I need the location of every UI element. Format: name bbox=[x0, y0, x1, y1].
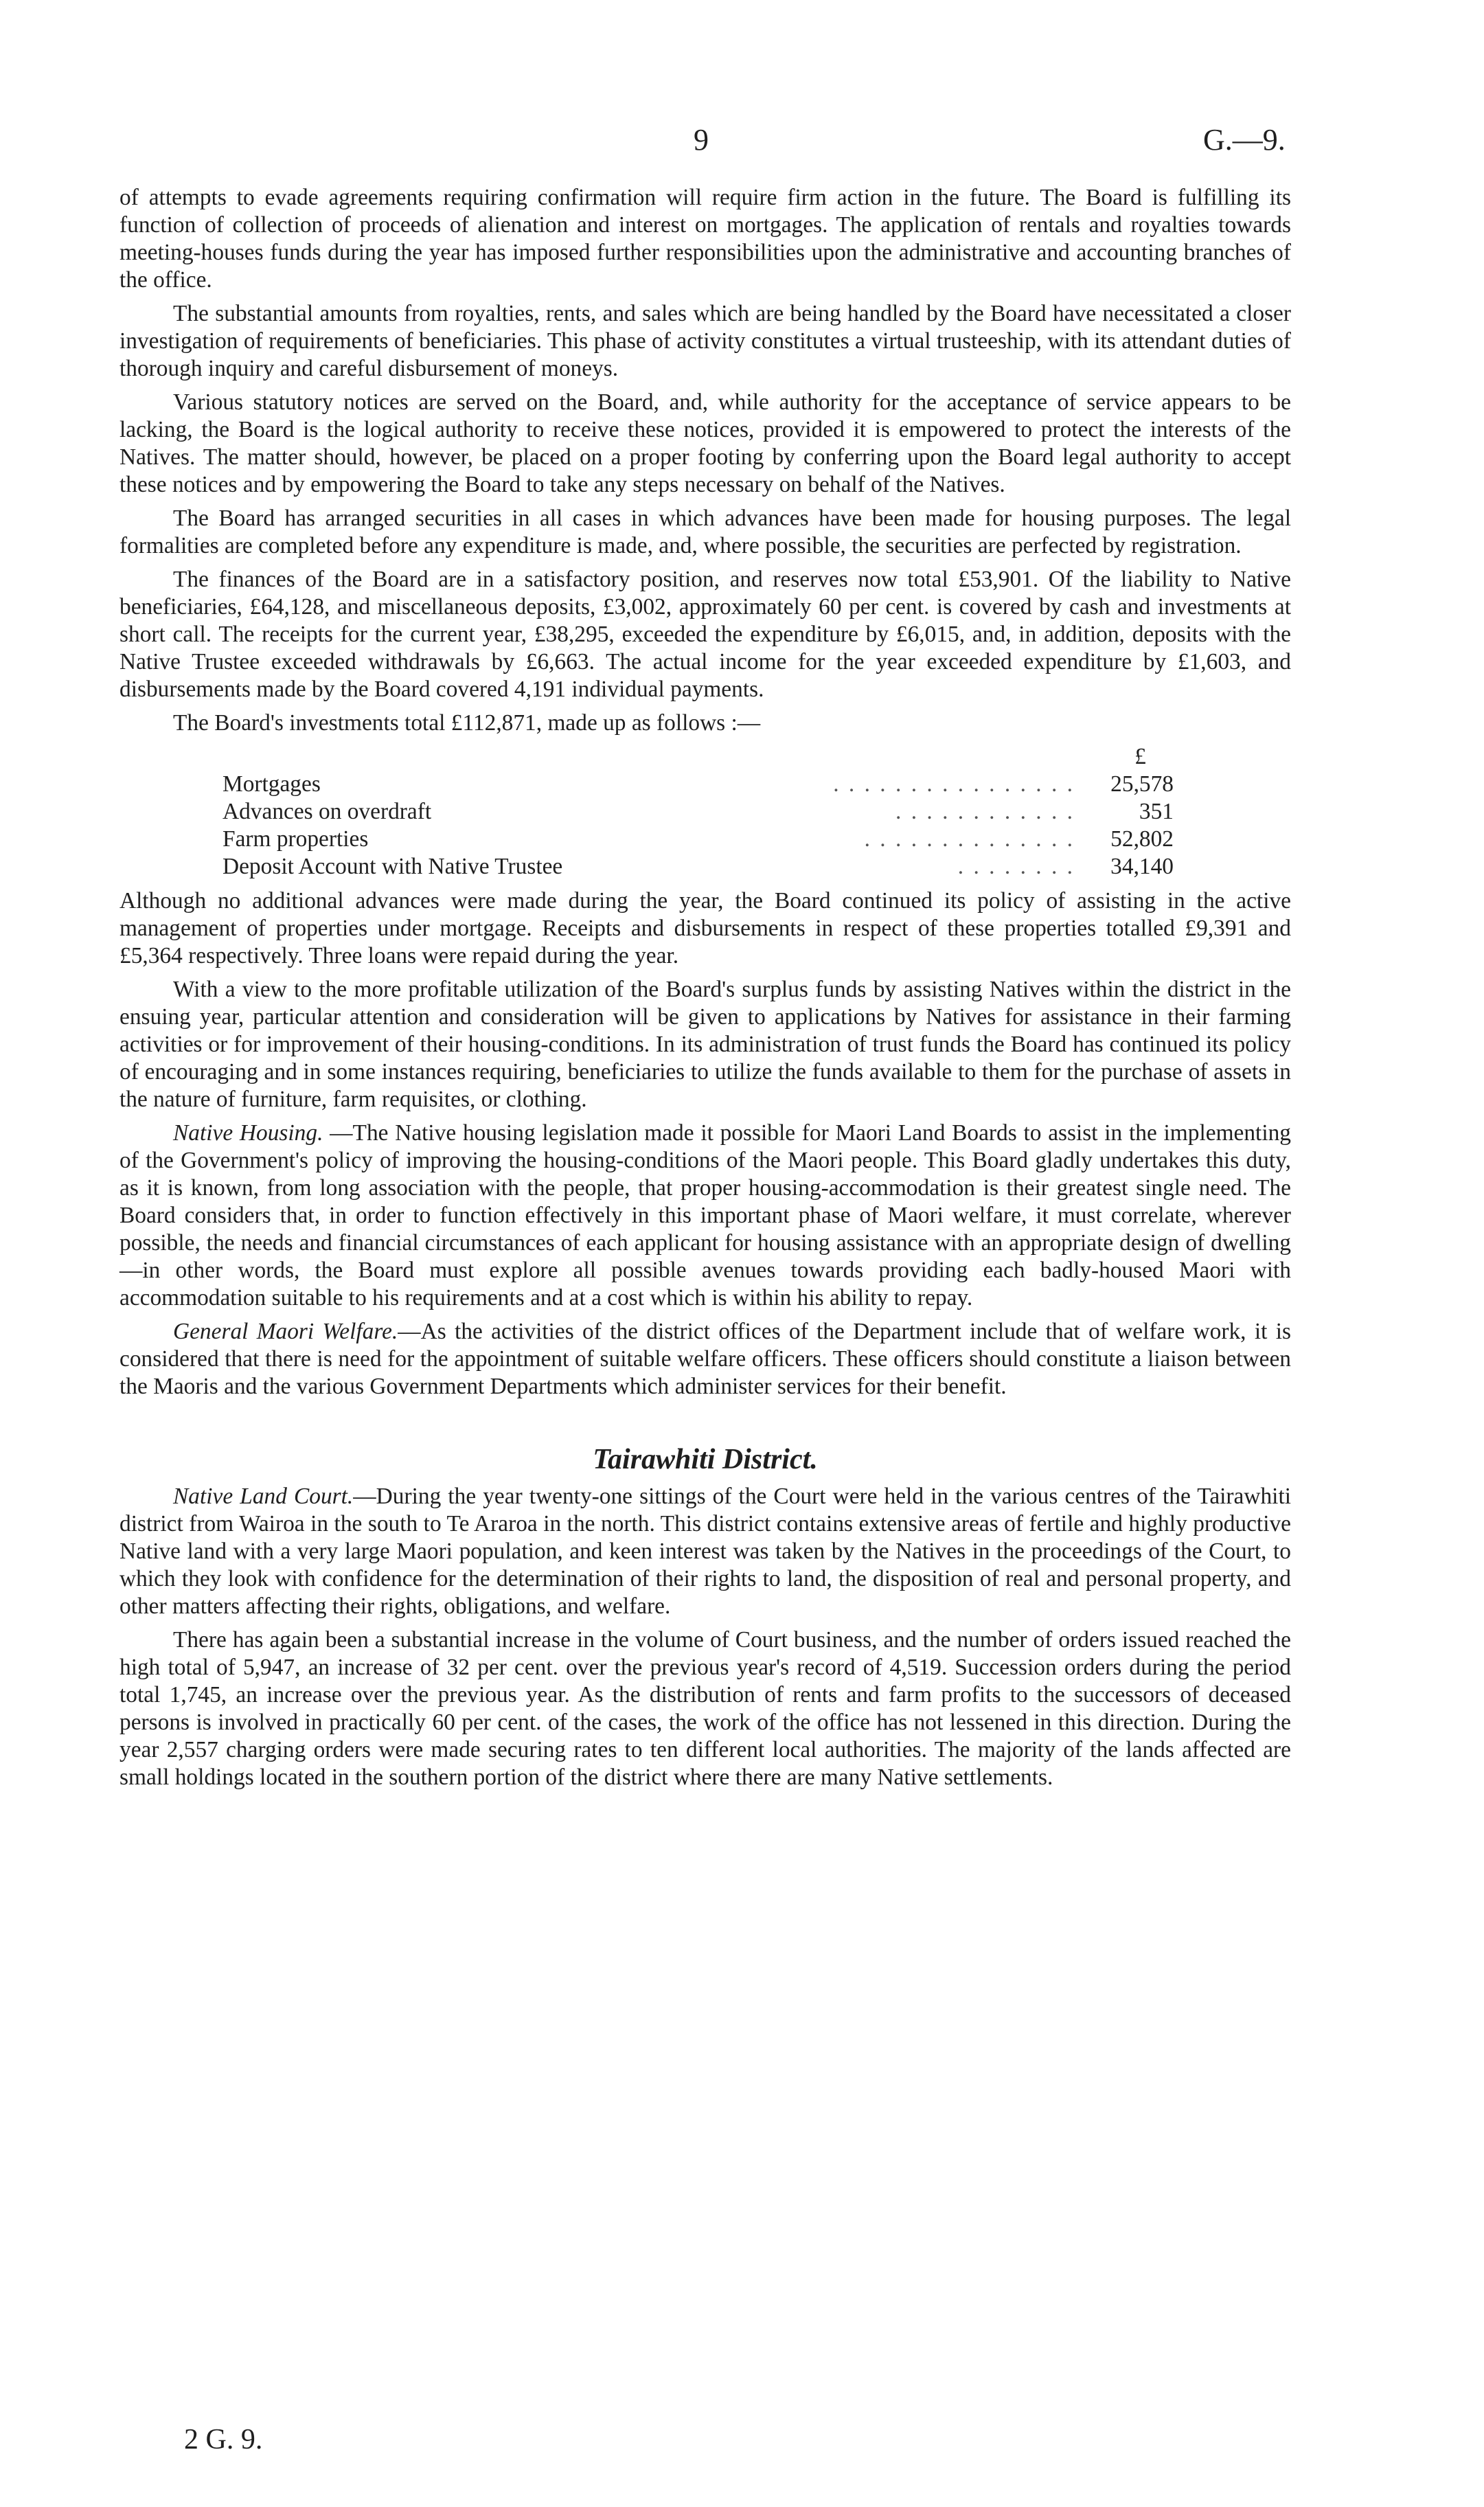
body-text bbox=[119, 184, 1291, 1797]
investment-label: Deposit Account with Native Trustee bbox=[222, 854, 563, 879]
leader-dots: . . . . . . . . . . . . . . bbox=[864, 826, 1075, 852]
paragraph-lead: Native Land Court. bbox=[173, 1484, 354, 1509]
paragraph bbox=[119, 1483, 1291, 1620]
currency-header: £ bbox=[1134, 744, 1146, 769]
investment-label: Advances on overdraft bbox=[222, 799, 432, 824]
report-reference: G.—9. bbox=[1203, 123, 1286, 157]
paragraph: The Board's investments total £112,871, made up as follows :— bbox=[173, 710, 761, 736]
paragraph: of attempts to evade agreements requiring confirmation will require firm action in the future. The Board is fulfilling its function of collection of proceeds of alienation and interest on mortgages. The application of rentals and royalties towards meeting-houses funds during the year has imposed further responsibilities upon the administrative and accounting branches of the office. bbox=[119, 185, 1291, 293]
leader-dots: . . . . . . . . . . . . . . . . bbox=[833, 771, 1075, 797]
paragraph-body: —During the year twenty-one sittings of the Court were held in the various centres of the Tairawhiti district from Wairoa in the south to Te Araroa in the north. This district contains extensive areas of fertile and highly productive Native land with a very large Maori population, and keen interest was taken by the Natives in the proceedings of the Court, to which they look with confidence for the determination of their rights to land, the disposition of real and personal property, and other matters affecting their rights, obligations, and welfare. bbox=[119, 1484, 1292, 1619]
paragraph: The finances of the Board are in a satisfactory position, and reserves now total £53,901. Of the liability to Native beneficiaries, £64,128, and miscellaneous deposits, £3,002, approximately 60 per cent. is covered by cash and investments at short call. The receipts for the current year, £38,295, exceeded the expenditure by £6,015, and, in addition, deposits with the Native Trustee exceeded withdrawals by £6,663. The actual income for the year exceeded expenditure by £1,603, and disbursements made by the Board covered 4,191 individual payments. bbox=[119, 567, 1291, 702]
investments-table bbox=[222, 743, 1174, 881]
table-row bbox=[222, 853, 1174, 881]
paragraph-body: —As the activities of the district offices of the Department include that of welfare work, it is considered that there is need for the appointment of suitable welfare officers. These officers should constitute a liaison between the Maoris and the various Government Departments which administer services for their benefit. bbox=[119, 1319, 1291, 1399]
paragraph-lead: Native Housing. bbox=[173, 1120, 323, 1146]
paragraph-body: —The Native housing legislation made it possible for Maori Land Boards to assist in the implementing of the Government's policy of improving the housing-conditions of the Maori people. This Board gladly undertakes this duty, as it is known, from long association with the people, that proper housing-accommodation is their greatest single need. The Board considers that, in order to function effectively in this important phase of Maori welfare, it must correlate, wherever possible, the needs and financial circumstances of each applicant for housing assistance with an appropriate design of dwelling—in other words, the Board must explore all possible avenues towards providing each badly-housed Maori with accommodation suitable to his requirements and at a cost which is within his ability to repay. bbox=[119, 1120, 1291, 1311]
leader-dots: . . . . . . . . . . . . bbox=[895, 799, 1075, 824]
paragraph: Various statutory notices are served on the Board, and, while authority for the acceptance of service appears to be lacking, the Board is the logical authority to receive these notices, provided it is empowered to protect the interests of the Natives. The matter should, however, be placed on a proper footing by conferring upon the Board legal authority to accept these notices and by empowering the Board to take any steps necessary on behalf of the Natives. bbox=[119, 389, 1291, 497]
table-row bbox=[222, 798, 1174, 826]
investment-amount: 52,802 bbox=[1110, 826, 1174, 852]
leader-dots: . . . . . . . . bbox=[957, 854, 1075, 879]
investment-amount: 34,140 bbox=[1110, 854, 1174, 879]
paragraph bbox=[119, 1318, 1291, 1400]
paragraph-lead: General Maori Welfare. bbox=[173, 1319, 398, 1344]
paragraph: Although no additional advances were made during the year, the Board continued its policy of assisting in the active management of properties under mortgage. Receipts and disbursements in respect of these properties totalled £9,391 and £5,364 respectively. Three loans were repaid during the year. bbox=[119, 888, 1291, 968]
investment-amount: 351 bbox=[1139, 799, 1174, 824]
investment-amount: 25,578 bbox=[1110, 771, 1174, 797]
paragraph bbox=[119, 1120, 1291, 1312]
table-row bbox=[222, 826, 1174, 853]
page-number: 9 bbox=[694, 123, 709, 157]
paragraph: The Board has arranged securities in all cases in which advances have been made for housing purposes. The legal formalities are completed before any expenditure is made, and, where possible, the securities are perfected by registration. bbox=[119, 506, 1291, 558]
paragraph: There has again been a substantial increase in the volume of Court business, and the number of orders issued reached the high total of 5,947, an increase of 32 per cent. over the previous year's record of 4,519. Succession orders during the period total 1,745, an increase over the previous year. As the distribution of rents and farm profits to the successors of deceased persons is involved in practically 60 per cent. of the cases, the work of the office has not lessened in this direction. During the year 2,557 charging orders were made securing rates to ten different local authorities. The majority of the lands affected are small holdings located in the southern portion of the district where there are many Native settlements. bbox=[119, 1627, 1291, 1790]
table-row bbox=[222, 771, 1174, 798]
printer-signature: 2 G. 9. bbox=[184, 2424, 263, 2455]
investment-label: Farm properties bbox=[222, 826, 369, 852]
investment-label: Mortgages bbox=[222, 771, 321, 797]
paragraph: The substantial amounts from royalties, rents, and sales which are being handled by the Board have necessitated a closer investigation of requirements of beneficiaries. This phase of activity constitutes a virtual trusteeship, with its attendant duties of thorough inquiry and careful disbursement of moneys. bbox=[119, 301, 1291, 381]
section-heading: Tairawhiti District. bbox=[593, 1444, 818, 1475]
paragraph: With a view to the more profitable utilization of the Board's surplus funds by assisting Natives within the district in the ensuing year, particular attention and consideration will be given to applications by Natives for assistance in their farming activities or for improvement of their housing-conditions. In its administration of trust funds the Board has continued its policy of encouraging and in some instances requiring, beneficiaries to utilize the funds available to them for the purchase of assets in the nature of furniture, farm requisites, or clothing. bbox=[119, 977, 1291, 1112]
